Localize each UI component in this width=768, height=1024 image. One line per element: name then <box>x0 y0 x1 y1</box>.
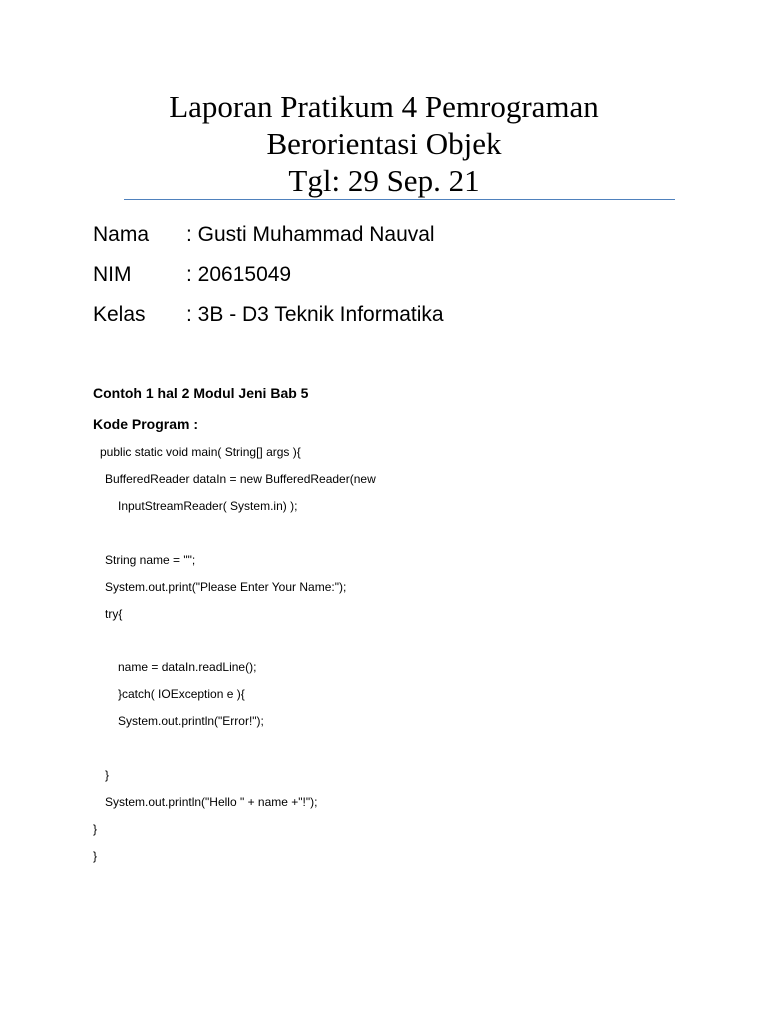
code-line: } <box>105 768 110 782</box>
code-line: System.out.print("Please Enter Your Name:"); <box>105 580 347 594</box>
code-line: public static void main( String[] args ){ <box>100 445 301 459</box>
title-date: Tgl: 29 Sep. 21 <box>288 163 480 198</box>
code-line: name = dataIn.readLine(); <box>118 660 257 674</box>
title-divider <box>124 199 675 200</box>
identity-value-nama: : Gusti Muhammad Nauval <box>186 223 435 246</box>
code-line: } <box>93 849 98 863</box>
code-line: }catch( IOException e ){ <box>118 687 245 701</box>
code-line: System.out.println("Error!"); <box>118 714 264 728</box>
example-heading: Contoh 1 hal 2 Modul Jeni Bab 5 <box>93 385 309 401</box>
identity-label-nama: Nama <box>93 223 150 246</box>
identity-label-nim: NIM <box>93 263 132 286</box>
title-line-2: Berorientasi Objek <box>266 126 502 161</box>
identity-value-nim: : 20615049 <box>186 263 292 286</box>
document-title <box>0 88 768 199</box>
code-line: InputStreamReader( System.in) ); <box>118 499 298 513</box>
title-line-1: Laporan Pratikum 4 Pemrograman <box>169 89 599 124</box>
code-line: try{ <box>105 607 123 621</box>
code-line: BufferedReader dataIn = new BufferedReader(new <box>105 472 376 486</box>
code-line: } <box>93 822 98 836</box>
identity-label-kelas: Kelas <box>93 303 146 326</box>
code-line: String name = ""; <box>105 553 196 567</box>
code-heading: Kode Program : <box>93 416 199 432</box>
identity-value-kelas: : 3B - D3 Teknik Informatika <box>186 303 444 326</box>
code-line: System.out.println("Hello " + name +"!"); <box>105 795 318 809</box>
